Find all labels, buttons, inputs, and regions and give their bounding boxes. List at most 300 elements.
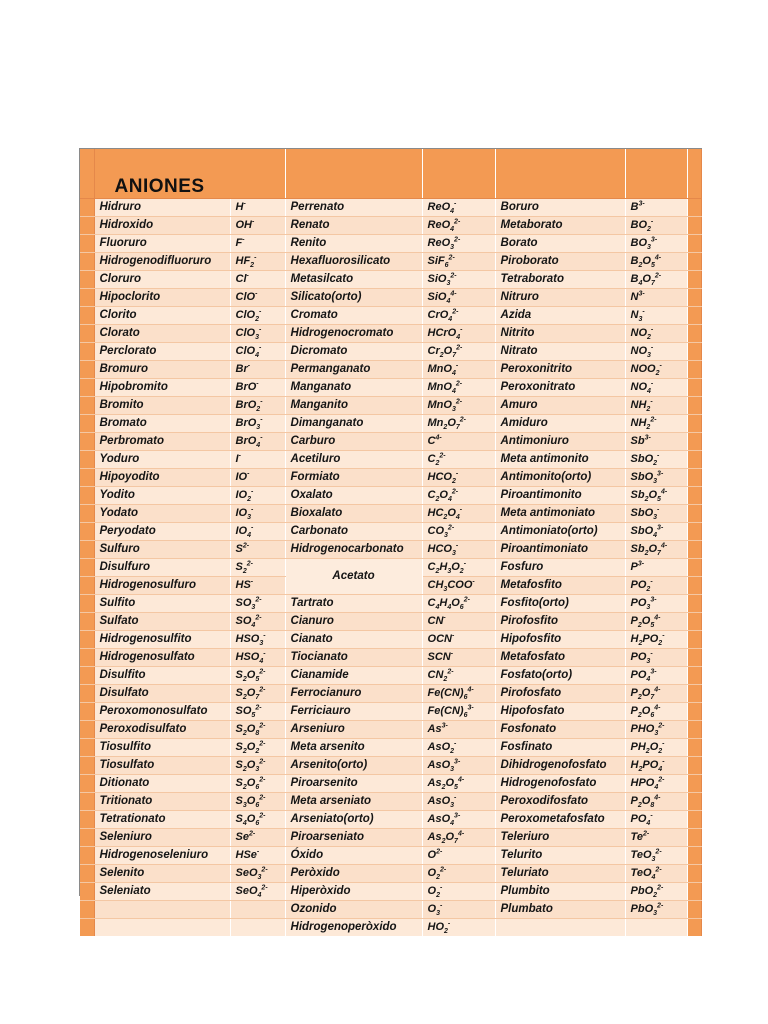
anion-formula-cell: $BO_3^{3-}$ xyxy=(625,235,687,253)
anion-formula-cell: $N_3^-$ xyxy=(625,307,687,325)
anion-formula-cell: $C_2O_4^{2-}$ xyxy=(422,487,495,505)
anion-formula-cell: $N^{3-}$ xyxy=(625,289,687,307)
anion-name-cell: Tetraborato xyxy=(495,271,625,289)
anion-name-cell: Clorito xyxy=(94,307,230,325)
header-cell xyxy=(422,149,495,199)
anion-name-cell: Bromato xyxy=(94,415,230,433)
row-key-cell xyxy=(687,469,701,487)
header-key-cell xyxy=(687,149,701,199)
anion-name-cell xyxy=(495,919,625,937)
table-header-row xyxy=(80,149,701,199)
anion-formula-cell: $B_4O_7^{2-}$ xyxy=(625,271,687,289)
table-row xyxy=(80,523,701,541)
row-key-cell xyxy=(687,343,701,361)
anion-formula-cell: $HCO_2^-$ xyxy=(422,469,495,487)
anions-table xyxy=(80,149,702,936)
anion-name-cell: Hidrogenosulfato xyxy=(94,649,230,667)
anion-formula-cell: $IO_4^-$ xyxy=(230,523,285,541)
row-key-cell xyxy=(687,541,701,559)
row-key-cell xyxy=(687,793,701,811)
anion-name-cell: Peroxomonosulfato xyxy=(94,703,230,721)
anion-name-cell: Arseniuro xyxy=(285,721,422,739)
anion-formula-cell: $IO_2^-$ xyxy=(230,487,285,505)
anion-formula-cell: $S_2O_2^{2-}$ xyxy=(230,739,285,757)
table-row xyxy=(80,559,701,577)
anion-formula-cell: I- xyxy=(230,451,285,469)
row-key-cell xyxy=(687,379,701,397)
header-cell xyxy=(625,149,687,199)
anion-formula-cell: Cl- xyxy=(230,271,285,289)
anion-name-cell: Hidrogenocromato xyxy=(285,325,422,343)
table-row xyxy=(80,433,701,451)
table-row xyxy=(80,739,701,757)
anion-name-cell: Yodito xyxy=(94,487,230,505)
anion-formula-cell: MnO$_4^{2-}$ xyxy=(422,379,495,397)
anion-name-cell: Hipofosfito xyxy=(495,631,625,649)
anion-name-cell: Fosfinato xyxy=(495,739,625,757)
anion-formula-cell: $PO_4^-$ xyxy=(625,811,687,829)
anion-formula-cell: $S_2O_3^{2-}$ xyxy=(230,757,285,775)
row-key-cell xyxy=(687,775,701,793)
row-key-cell xyxy=(80,253,94,271)
anion-formula-cell: $As^{3-}$ xyxy=(422,721,495,739)
row-key-cell xyxy=(80,919,94,937)
anion-name-cell: Plumbato xyxy=(495,901,625,919)
row-key-cell xyxy=(80,307,94,325)
anion-formula-cell: $S_2O_8^{2-}$ xyxy=(230,721,285,739)
anion-formula-cell: AsO$_2$- xyxy=(422,739,495,757)
anion-formula-cell: $NO_3^-$ xyxy=(625,343,687,361)
row-key-cell xyxy=(80,685,94,703)
table-row xyxy=(80,289,701,307)
row-key-cell xyxy=(687,883,701,901)
table-row xyxy=(80,829,701,847)
anion-formula-cell: $Sb_2O_5^{4-}$ xyxy=(625,487,687,505)
anion-formula-cell: $Sb_2O_7^{4-}$ xyxy=(625,541,687,559)
anion-formula-cell: $HSO_3^-$ xyxy=(230,631,285,649)
row-key-cell xyxy=(687,577,701,595)
anion-name-cell xyxy=(94,919,230,937)
anion-name-cell: Perclorato xyxy=(94,343,230,361)
anion-formula-cell: CrO$_4^{2-}$ xyxy=(422,307,495,325)
table-row xyxy=(80,667,701,685)
table-row xyxy=(80,451,701,469)
row-key-cell xyxy=(80,739,94,757)
anion-name-cell: Hipoclorito xyxy=(94,289,230,307)
anion-name-cell: Tiocianato xyxy=(285,649,422,667)
anion-name-cell: Piroantimonito xyxy=(495,487,625,505)
anion-name-cell: Sulfato xyxy=(94,613,230,631)
anion-name-cell: Peroxonitrato xyxy=(495,379,625,397)
anion-name-cell: Dicromato xyxy=(285,343,422,361)
anion-formula-cell: ClO$_3$- xyxy=(230,325,285,343)
anion-formula-cell: $B_2O_5^{4-}$ xyxy=(625,253,687,271)
anion-formula-cell: BrO$_2$- xyxy=(230,397,285,415)
anion-name-cell: Ozonido xyxy=(285,901,422,919)
anion-formula-cell: $NH_2^-$ xyxy=(625,397,687,415)
anion-name-cell: Metasilcato xyxy=(285,271,422,289)
row-key-cell xyxy=(80,235,94,253)
anion-formula-cell: ClO$_2$- xyxy=(230,307,285,325)
anion-formula-cell: $B^{3-}$ xyxy=(625,199,687,217)
table-row xyxy=(80,343,701,361)
row-key-cell xyxy=(80,523,94,541)
anion-name-cell: Seleniato xyxy=(94,883,230,901)
anion-name-cell: Silicato(orto) xyxy=(285,289,422,307)
anion-name-cell: Azida xyxy=(495,307,625,325)
anion-formula-cell: SbO$_3$- xyxy=(625,505,687,523)
anion-name-cell: Hidrogenocarbonato xyxy=(285,541,422,559)
anion-name-cell: Meta arseniato xyxy=(285,793,422,811)
anion-formula-cell xyxy=(230,919,285,937)
anion-formula-cell: HSe- xyxy=(230,847,285,865)
anion-name-cell: Telurito xyxy=(495,847,625,865)
anion-formula-cell: SeO$_3^{2-}$ xyxy=(230,865,285,883)
anion-formula-cell: $SO_5^{2-}$ xyxy=(230,703,285,721)
anion-formula-cell: $PH_2O_2^-$ xyxy=(625,739,687,757)
anion-name-cell: Cromato xyxy=(285,307,422,325)
row-key-cell xyxy=(80,541,94,559)
anion-name-cell: Piroarseniato xyxy=(285,829,422,847)
anion-name-cell: Boruro xyxy=(495,199,625,217)
anion-name-cell: Ditionato xyxy=(94,775,230,793)
anion-name-cell: Antimoniuro xyxy=(495,433,625,451)
anion-formula-cell: $NH_2^{2-}$ xyxy=(625,415,687,433)
row-key-cell xyxy=(687,847,701,865)
table-row xyxy=(80,685,701,703)
anion-name-cell: Amuro xyxy=(495,397,625,415)
anion-name-cell: Oxalato xyxy=(285,487,422,505)
anion-formula-cell: $P_2O_7^{4-}$ xyxy=(625,685,687,703)
anion-name-cell: Dimanganato xyxy=(285,415,422,433)
anion-formula-cell: OH- xyxy=(230,217,285,235)
row-key-cell xyxy=(687,595,701,613)
row-key-cell xyxy=(80,397,94,415)
row-key-cell xyxy=(687,901,701,919)
row-key-cell xyxy=(80,829,94,847)
anion-name-cell: Meta antimonito xyxy=(495,451,625,469)
row-key-cell xyxy=(80,505,94,523)
header-key-cell xyxy=(80,149,94,199)
anion-formula-cell: $H_2PO_2^-$ xyxy=(625,631,687,649)
row-key-cell xyxy=(80,721,94,739)
row-key-cell xyxy=(80,559,94,577)
anion-name-cell: Hidrogenoseleniuro xyxy=(94,847,230,865)
table-row xyxy=(80,379,701,397)
anion-name-cell: Peroxodisulfato xyxy=(94,721,230,739)
row-key-cell xyxy=(80,757,94,775)
anion-name-cell: Plumbito xyxy=(495,883,625,901)
anion-formula-cell: $IO_3^-$ xyxy=(230,505,285,523)
anion-formula-cell: SiF$_6^{2-}$ xyxy=(422,253,495,271)
anion-formula-cell: $Sb^{3-}$ xyxy=(625,433,687,451)
anion-formula-cell: $Te^{2-}$ xyxy=(625,829,687,847)
anion-formula-cell: SiO$_3^{2-}$ xyxy=(422,271,495,289)
anion-name-cell: Bioxalato xyxy=(285,505,422,523)
anion-formula-cell: CN- xyxy=(422,613,495,631)
row-key-cell xyxy=(80,811,94,829)
anion-formula-cell: $O_2^{2-}$ xyxy=(422,865,495,883)
header-cell xyxy=(495,149,625,199)
anion-formula-cell: $C^{4-}$ xyxy=(422,433,495,451)
anion-name-cell: Metafosfato xyxy=(495,649,625,667)
anion-name-cell: Borato xyxy=(495,235,625,253)
anion-name-cell: Óxido xyxy=(285,847,422,865)
anion-name-cell: Antimoniato(orto) xyxy=(495,523,625,541)
row-key-cell xyxy=(687,253,701,271)
anion-name-cell: Arseniato(orto) xyxy=(285,811,422,829)
anion-name-cell: Formiato xyxy=(285,469,422,487)
anion-name-cell: Sulfuro xyxy=(94,541,230,559)
row-key-cell xyxy=(687,325,701,343)
row-key-cell xyxy=(687,487,701,505)
row-key-cell xyxy=(687,289,701,307)
anion-formula-cell: $O_2^-$ xyxy=(422,883,495,901)
table-row xyxy=(80,397,701,415)
anion-name-cell: Carburo xyxy=(285,433,422,451)
anion-name-cell: Piroarsenito xyxy=(285,775,422,793)
row-key-cell xyxy=(687,217,701,235)
anion-name-cell: Hidroxido xyxy=(94,217,230,235)
table-row xyxy=(80,217,701,235)
anion-formula-cell: $Fe(CN)_6^{4-}$ xyxy=(422,685,495,703)
row-key-cell xyxy=(80,667,94,685)
anion-name-cell: Tiosulfito xyxy=(94,739,230,757)
anion-name-cell: Fosfuro xyxy=(495,559,625,577)
table-row xyxy=(80,703,701,721)
anion-name-cell: Peroxometafosfato xyxy=(495,811,625,829)
anion-formula-cell: $NO_4^-$ xyxy=(625,379,687,397)
anion-name-cell: Piroborato xyxy=(495,253,625,271)
anion-formula-cell: TeO$_3^{2-}$ xyxy=(625,847,687,865)
anion-formula-cell: BrO$_4$- xyxy=(230,433,285,451)
anion-formula-cell: $CH_3COO^-$ xyxy=(422,577,495,595)
anion-formula-cell: $PO_4^{3-}$ xyxy=(625,667,687,685)
anion-formula-cell: $BO_2^-$ xyxy=(625,217,687,235)
anion-name-cell: Hidrogenofosfato xyxy=(495,775,625,793)
anion-name-cell: Teluriato xyxy=(495,865,625,883)
row-key-cell xyxy=(80,199,94,217)
table-row xyxy=(80,901,701,919)
row-key-cell xyxy=(80,343,94,361)
anion-name-cell: Amiduro xyxy=(495,415,625,433)
table-row xyxy=(80,775,701,793)
anion-name-cell: Hipoyodito xyxy=(94,469,230,487)
anion-name-cell xyxy=(94,901,230,919)
anion-name-cell: Perbromato xyxy=(94,433,230,451)
anion-formula-cell: $P^{3-}$ xyxy=(625,559,687,577)
anion-formula-cell: $C_2^{2-}$ xyxy=(422,451,495,469)
anion-name-cell: Selenito xyxy=(94,865,230,883)
row-key-cell xyxy=(80,361,94,379)
anion-formula-cell: $SO_4^{2-}$ xyxy=(230,613,285,631)
table-row xyxy=(80,541,701,559)
anion-name-cell: Ferrocianuro xyxy=(285,685,422,703)
anion-name-cell: Renito xyxy=(285,235,422,253)
anion-formula-cell: SeO$_4^{2-}$ xyxy=(230,883,285,901)
row-key-cell xyxy=(687,307,701,325)
anion-name-cell: Tetrationato xyxy=(94,811,230,829)
table-row xyxy=(80,721,701,739)
anion-formula-cell xyxy=(625,919,687,937)
table-row xyxy=(80,811,701,829)
anion-formula-cell: $PO_3^{3-}$ xyxy=(625,595,687,613)
anion-formula-cell: $CN_2^{2-}$ xyxy=(422,667,495,685)
row-key-cell xyxy=(687,649,701,667)
anion-name-cell: Hidrogenosulfuro xyxy=(94,577,230,595)
anion-name-cell: Yodato xyxy=(94,505,230,523)
anion-name-cell: Bromito xyxy=(94,397,230,415)
anion-formula-cell: IO- xyxy=(230,469,285,487)
anion-formula-cell: $PHO_3^{2-}$ xyxy=(625,721,687,739)
row-key-cell xyxy=(80,217,94,235)
row-key-cell xyxy=(687,865,701,883)
table-row xyxy=(80,415,701,433)
table-row xyxy=(80,325,701,343)
anion-formula-cell: AsO$_3$- xyxy=(422,793,495,811)
table-row xyxy=(80,757,701,775)
anion-formula-cell: H- xyxy=(230,199,285,217)
anion-name-cell: Antimonito(orto) xyxy=(495,469,625,487)
anion-formula-cell: SbO$_4^{3-}$ xyxy=(625,523,687,541)
anion-formula-cell: $NOO_2^-$ xyxy=(625,361,687,379)
table-row xyxy=(80,253,701,271)
row-key-cell xyxy=(687,613,701,631)
anion-formula-cell: $C_4H_4O_6^{2-}$ xyxy=(422,595,495,613)
anion-name-cell: Manganato xyxy=(285,379,422,397)
table-row xyxy=(80,469,701,487)
anion-formula-cell: $SO_3^{2-}$ xyxy=(230,595,285,613)
anion-formula-cell: F- xyxy=(230,235,285,253)
anion-formula-cell: $P_2O_8^{4-}$ xyxy=(625,793,687,811)
anion-formula-cell: $As_2O_5^{4-}$ xyxy=(422,775,495,793)
table-row xyxy=(80,919,701,937)
anion-formula-cell: $S_2O_7^{2-}$ xyxy=(230,685,285,703)
row-key-cell xyxy=(687,919,701,937)
anion-formula-cell: Br- xyxy=(230,361,285,379)
table-row xyxy=(80,271,701,289)
anion-formula-cell: $PO_2^-$ xyxy=(625,577,687,595)
anion-formula-cell: $NO_2^-$ xyxy=(625,325,687,343)
anion-name-cell: Fosfito(orto) xyxy=(495,595,625,613)
row-key-cell xyxy=(80,649,94,667)
row-key-cell xyxy=(80,901,94,919)
anion-formula-cell: HS- xyxy=(230,577,285,595)
anion-name-cell: Acetiluro xyxy=(285,451,422,469)
row-key-cell xyxy=(80,271,94,289)
row-key-cell xyxy=(687,829,701,847)
anion-name-cell: Pirofosfito xyxy=(495,613,625,631)
anion-formula-cell: ReO$_3^{2-}$ xyxy=(422,235,495,253)
table-row xyxy=(80,631,701,649)
anion-name-cell: Fosfonato xyxy=(495,721,625,739)
anion-name-cell: Hiperòxido xyxy=(285,883,422,901)
row-key-cell xyxy=(687,271,701,289)
row-key-cell xyxy=(80,379,94,397)
row-key-cell xyxy=(687,559,701,577)
anion-name-cell: Cianuro xyxy=(285,613,422,631)
anion-formula-cell: ClO- xyxy=(230,289,285,307)
anion-name-cell: Hidrogenoperòxido xyxy=(285,919,422,937)
anion-formula-cell: $S_3O_6^{2-}$ xyxy=(230,793,285,811)
anion-name-cell: Cianamide xyxy=(285,667,422,685)
anion-formula-cell: $CO_3^{2-}$ xyxy=(422,523,495,541)
row-key-cell xyxy=(80,775,94,793)
row-key-cell xyxy=(80,577,94,595)
anion-name-cell: Hipofosfato xyxy=(495,703,625,721)
row-key-cell xyxy=(80,325,94,343)
anion-name-cell: Metaborato xyxy=(495,217,625,235)
anion-name-cell: Peròxido xyxy=(285,865,422,883)
anion-formula-cell: $P_2O_6^{4-}$ xyxy=(625,703,687,721)
anion-name-cell: Piroantimoniato xyxy=(495,541,625,559)
anion-name-cell: Meta arsenito xyxy=(285,739,422,757)
table-row xyxy=(80,649,701,667)
table-row xyxy=(80,793,701,811)
anion-name-cell: Acetato xyxy=(285,559,422,595)
anion-formula-cell: $HF_2^-$ xyxy=(230,253,285,271)
anion-name-cell: Hidrogenodifluoruro xyxy=(94,253,230,271)
row-key-cell xyxy=(80,703,94,721)
anion-name-cell: Hexafluorosilicato xyxy=(285,253,422,271)
anion-formula-cell: $HSO_4^-$ xyxy=(230,649,285,667)
table-row xyxy=(80,847,701,865)
anion-formula-cell: SCN- xyxy=(422,649,495,667)
table-row xyxy=(80,235,701,253)
row-key-cell xyxy=(80,793,94,811)
anion-name-cell: Nitrito xyxy=(495,325,625,343)
row-key-cell xyxy=(687,721,701,739)
row-key-cell xyxy=(80,487,94,505)
anion-formula-cell: SbO$_2$- xyxy=(625,451,687,469)
anion-formula-cell: $Fe(CN)_6^{3-}$ xyxy=(422,703,495,721)
anion-formula-cell: ClO$_4$- xyxy=(230,343,285,361)
table-row xyxy=(80,361,701,379)
row-key-cell xyxy=(687,433,701,451)
anion-formula-cell: $Cr_2O_7^{2-}$ xyxy=(422,343,495,361)
anion-name-cell: Hipobromito xyxy=(94,379,230,397)
anion-name-cell: Carbonato xyxy=(285,523,422,541)
anion-formula-cell: PbO$_2^{2-}$ xyxy=(625,883,687,901)
anion-name-cell: Cloruro xyxy=(94,271,230,289)
anion-name-cell: Manganito xyxy=(285,397,422,415)
anion-name-cell: Sulfito xyxy=(94,595,230,613)
anion-formula-cell: $HO_2^-$ xyxy=(422,919,495,937)
row-key-cell xyxy=(687,361,701,379)
anion-name-cell: Peryodato xyxy=(94,523,230,541)
header-cell xyxy=(285,149,422,199)
anion-name-cell: Yoduro xyxy=(94,451,230,469)
table-row xyxy=(80,865,701,883)
row-key-cell xyxy=(687,397,701,415)
anion-formula-cell: $O^{2-}$ xyxy=(422,847,495,865)
row-key-cell xyxy=(687,505,701,523)
anion-formula-cell: $S_2O_6^{2-}$ xyxy=(230,775,285,793)
anion-formula-cell: TeO$_4^{2-}$ xyxy=(625,865,687,883)
anion-formula-cell: PbO$_3^{2-}$ xyxy=(625,901,687,919)
anion-formula-cell: $H_2PO_4^-$ xyxy=(625,757,687,775)
anion-formula-cell: $Mn_2O_7^{2-}$ xyxy=(422,415,495,433)
anion-formula-cell: SiO$_4^{4-}$ xyxy=(422,289,495,307)
anion-formula-cell: $PO_3^-$ xyxy=(625,649,687,667)
anion-formula-cell: BrO- xyxy=(230,379,285,397)
anion-name-cell: Fosfato(orto) xyxy=(495,667,625,685)
row-key-cell xyxy=(687,703,701,721)
anion-name-cell: Meta antimoniato xyxy=(495,505,625,523)
row-key-cell xyxy=(687,739,701,757)
row-key-cell xyxy=(687,685,701,703)
anion-name-cell: Perrenato xyxy=(285,199,422,217)
